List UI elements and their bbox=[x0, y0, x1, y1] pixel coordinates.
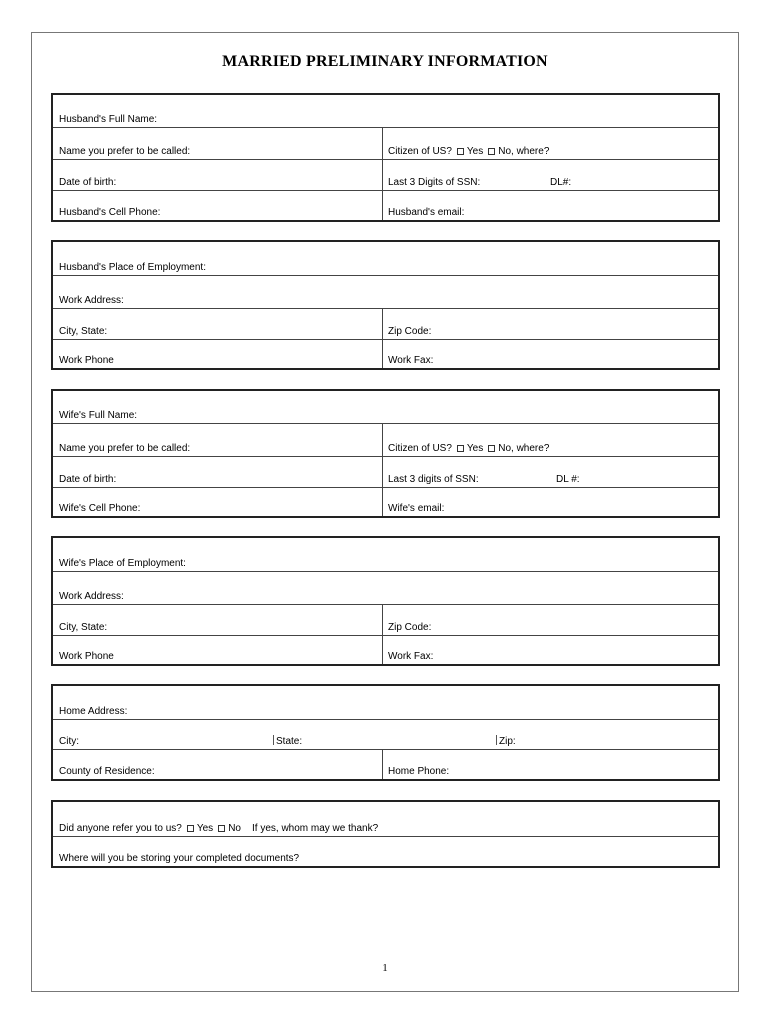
home-address-field[interactable]: Home Address: bbox=[59, 706, 128, 717]
wife-ssn-field[interactable]: Last 3 digits of SSN: bbox=[388, 474, 479, 485]
county-field[interactable]: County of Residence: bbox=[59, 766, 155, 777]
husband-work-zip-field[interactable]: Zip Code: bbox=[388, 326, 432, 337]
home-section bbox=[51, 684, 720, 781]
home-state-field[interactable] bbox=[273, 735, 302, 747]
husband-work-phone-row bbox=[53, 339, 718, 368]
wife-name-row bbox=[53, 391, 718, 423]
referral-no-label: No bbox=[228, 823, 241, 834]
wife-citizen-no-label: No, where? bbox=[498, 443, 550, 454]
home-zip-divider bbox=[496, 735, 497, 745]
wife-employer-field[interactable]: Wife's Place of Employment: bbox=[59, 558, 186, 569]
home-state-divider bbox=[273, 735, 274, 745]
wife-citizen-field bbox=[388, 443, 549, 454]
wife-work-zip-field[interactable]: Zip Code: bbox=[388, 622, 432, 633]
home-city-row bbox=[53, 719, 718, 749]
home-city-field[interactable]: City: bbox=[59, 736, 79, 747]
husband-citizen-no-label: No, where? bbox=[498, 146, 550, 157]
storage-row bbox=[53, 836, 718, 866]
wife-citizen-yes-label: Yes bbox=[466, 443, 484, 454]
home-county-row bbox=[53, 749, 718, 779]
husband-work-address-field[interactable]: Work Address: bbox=[59, 295, 124, 306]
husband-name-row bbox=[53, 95, 718, 127]
wife-cell-phone-field[interactable]: Wife's Cell Phone: bbox=[59, 503, 141, 514]
husband-dob-field[interactable]: Date of birth: bbox=[59, 177, 117, 188]
husband-info-section bbox=[51, 93, 720, 222]
wife-work-phone-row bbox=[53, 635, 718, 664]
husband-preferred-row bbox=[53, 127, 718, 159]
husband-full-name-field[interactable]: Husband's Full Name: bbox=[59, 114, 158, 125]
referral-no-checkbox[interactable] bbox=[218, 825, 225, 832]
husband-citizen-no-checkbox[interactable] bbox=[488, 148, 495, 155]
page-number: 1 bbox=[382, 962, 388, 974]
husband-citizen-field bbox=[388, 146, 549, 157]
form-title: MARRIED PRELIMINARY INFORMATION bbox=[222, 53, 548, 70]
wife-preferred-name-field[interactable]: Name you prefer to be called: bbox=[59, 443, 191, 454]
husband-employment-section bbox=[51, 240, 720, 370]
wife-citizen-yes-checkbox[interactable] bbox=[457, 445, 464, 452]
wife-full-name-field[interactable]: Wife's Full Name: bbox=[59, 410, 138, 421]
husband-employer-row bbox=[53, 242, 718, 275]
wife-work-city-field[interactable]: City, State: bbox=[59, 622, 108, 633]
wife-dob-row bbox=[53, 456, 718, 487]
home-address-row bbox=[53, 686, 718, 719]
husband-citizen-yes-label: Yes bbox=[466, 146, 484, 157]
storage-location-field[interactable]: Where will you be storing your completed documents? bbox=[59, 853, 300, 864]
husband-citizen-yes-checkbox[interactable] bbox=[457, 148, 464, 155]
husband-contact-row bbox=[53, 190, 718, 220]
wife-employment-section bbox=[51, 536, 720, 666]
wife-preferred-row bbox=[53, 423, 718, 456]
wife-contact-row bbox=[53, 487, 718, 516]
home-phone-field[interactable]: Home Phone: bbox=[388, 766, 450, 777]
husband-work-address-row bbox=[53, 275, 718, 308]
wife-email-field[interactable]: Wife's email: bbox=[388, 503, 445, 514]
husband-email-field[interactable]: Husband's email: bbox=[388, 207, 465, 218]
home-zip-field[interactable] bbox=[496, 735, 516, 747]
referral-section bbox=[51, 800, 720, 868]
husband-preferred-name-field[interactable]: Name you prefer to be called: bbox=[59, 146, 191, 157]
referral-question bbox=[59, 823, 378, 834]
referral-question-label: Did anyone refer you to us? bbox=[59, 823, 182, 834]
wife-city-row bbox=[53, 604, 718, 635]
husband-work-phone-field[interactable]: Work Phone bbox=[59, 355, 114, 366]
wife-info-section bbox=[51, 389, 720, 518]
home-state-label: State: bbox=[276, 736, 303, 747]
referral-row bbox=[53, 802, 718, 836]
home-zip-label: Zip: bbox=[499, 736, 516, 747]
husband-cell-phone-field[interactable]: Husband's Cell Phone: bbox=[59, 207, 161, 218]
referral-yes-label: Yes bbox=[196, 823, 214, 834]
husband-work-fax-field[interactable]: Work Fax: bbox=[388, 355, 434, 366]
husband-dob-row bbox=[53, 159, 718, 190]
wife-work-address-field[interactable]: Work Address: bbox=[59, 591, 124, 602]
husband-work-city-field[interactable]: City, State: bbox=[59, 326, 108, 337]
referral-followup-field[interactable]: If yes, whom may we thank? bbox=[251, 823, 379, 834]
wife-citizen-label: Citizen of US? bbox=[388, 443, 452, 454]
wife-dob-field[interactable]: Date of birth: bbox=[59, 474, 117, 485]
husband-city-row bbox=[53, 308, 718, 339]
husband-dl-field[interactable]: DL#: bbox=[550, 177, 572, 188]
wife-work-fax-field[interactable]: Work Fax: bbox=[388, 651, 434, 662]
wife-citizen-no-checkbox[interactable] bbox=[488, 445, 495, 452]
husband-employer-field[interactable]: Husband's Place of Employment: bbox=[59, 262, 206, 273]
husband-ssn-field[interactable]: Last 3 Digits of SSN: bbox=[388, 177, 481, 188]
referral-yes-checkbox[interactable] bbox=[187, 825, 194, 832]
wife-work-phone-field[interactable]: Work Phone bbox=[59, 651, 114, 662]
wife-employer-row bbox=[53, 538, 718, 571]
wife-work-address-row bbox=[53, 571, 718, 604]
husband-citizen-label: Citizen of US? bbox=[388, 146, 452, 157]
wife-dl-field[interactable]: DL #: bbox=[556, 474, 580, 485]
